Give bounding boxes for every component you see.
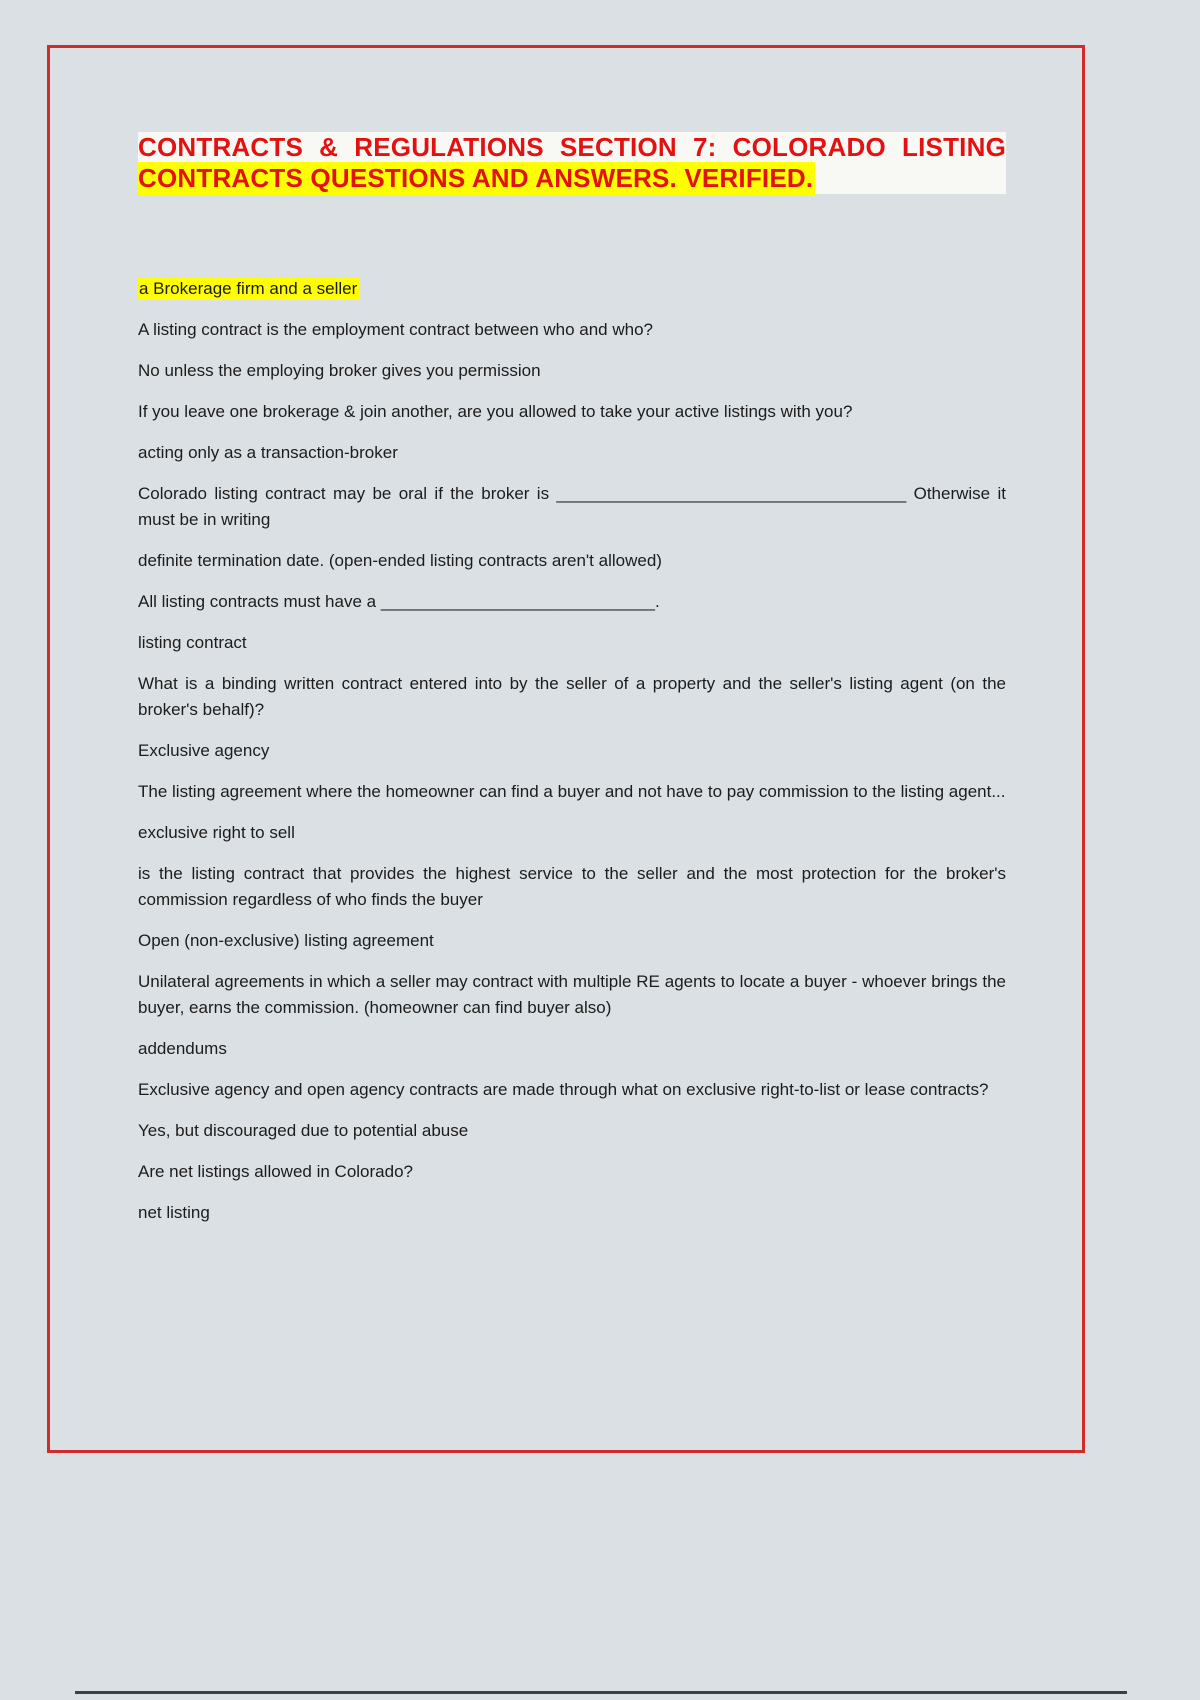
- page-border-frame: [47, 45, 1085, 1453]
- qa-paragraph: The listing agreement where the homeowner can find a buyer and not have to pay commission to the listing agent...: [138, 782, 1006, 801]
- qa-paragraph: If you leave one brokerage & join another, are you allowed to take your active listings with you?: [138, 402, 853, 421]
- qa-paragraph: listing contract: [138, 633, 247, 652]
- qa-paragraph: is the listing contract that provides the highest service to the seller and the most protection for the broker's commission regardless of who finds the buyer: [138, 864, 1006, 909]
- title-line-2: [138, 163, 1006, 194]
- qa-paragraph: definite termination date. (open-ended listing contracts aren't allowed): [138, 551, 662, 570]
- title-line-1: CONTRACTS & REGULATIONS SECTION 7: COLORADO LISTING: [138, 132, 1006, 162]
- qa-paragraph: acting only as a transaction-broker: [138, 443, 398, 462]
- qa-paragraph: Unilateral agreements in which a seller may contract with multiple RE agents to locate a buyer - whoever brings the buyer, earns the commission. (homeowner can find buyer also): [138, 972, 1006, 1017]
- qa-paragraph: No unless the employing broker gives you permission: [138, 361, 541, 380]
- qa-paragraph: Exclusive agency: [138, 741, 270, 760]
- qa-paragraph: net listing: [138, 1203, 210, 1222]
- qa-paragraph: Yes, but discouraged due to potential abuse: [138, 1121, 469, 1140]
- qa-paragraph: What is a binding written contract entered into by the seller of a property and the seller's listing agent (on the broker's behalf)?: [138, 674, 1006, 719]
- title-line-2-highlight: CONTRACTS QUESTIONS AND ANSWERS. VERIFIED.: [138, 163, 814, 193]
- document-content: [138, 132, 1006, 1241]
- qa-paragraph: All listing contracts must have a _____________________________.: [138, 592, 660, 611]
- paragraph-list: [138, 317, 1006, 1226]
- qa-paragraph: Colorado listing contract may be oral if the broker is _____________________________________ Otherwise it must be in writing: [138, 484, 1006, 529]
- footer-divider: [75, 1691, 1127, 1694]
- qa-paragraph: exclusive right to sell: [138, 823, 295, 842]
- qa-paragraph: A listing contract is the employment contract between who and who?: [138, 320, 654, 339]
- highlighted-answer-paragraph: [138, 276, 1006, 302]
- qa-paragraph: addendums: [138, 1039, 227, 1058]
- qa-paragraph: Open (non-exclusive) listing agreement: [138, 931, 434, 950]
- qa-paragraph: Are net listings allowed in Colorado?: [138, 1162, 413, 1181]
- document-title: [138, 132, 1006, 194]
- highlighted-answer: a Brokerage firm and a seller: [138, 278, 360, 300]
- qa-paragraph: Exclusive agency and open agency contracts are made through what on exclusive right-to-list or lease contracts?: [138, 1080, 989, 1099]
